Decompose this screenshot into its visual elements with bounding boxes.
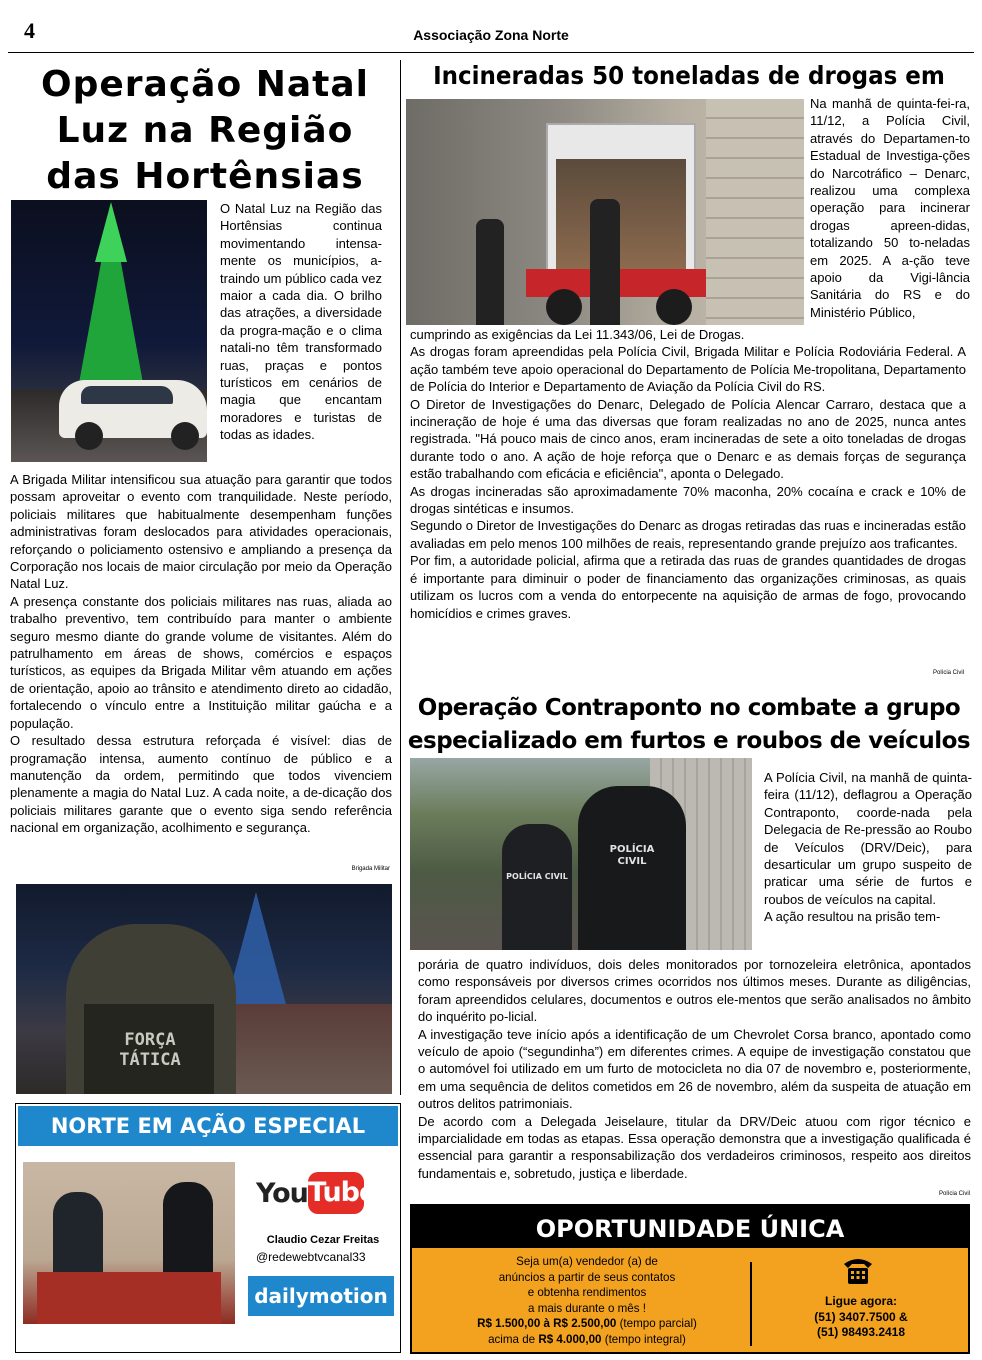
ad-divider [750,1262,752,1346]
norte-box-header: NORTE EM AÇÃO ESPECIAL [18,1106,398,1146]
ad-call-to-action [758,1294,964,1341]
youtube-logo-you: You [256,1178,308,1209]
ad-price-full-time: acima de R$ 4.000,00 (tempo integral) [488,1332,686,1346]
civil-police-photo [410,758,752,950]
photo-credit: Polícia Civil [938,1191,970,1197]
photo-credit: Polícia Civil [932,670,964,676]
norte-em-acao-box [15,1103,401,1353]
masthead: Associação Zona Norte [413,27,569,43]
header-rule [8,52,974,53]
contraponto-article-paragraph: porária de quatro indivíduos, dois deles monitorados por tornozeleira eletrônica, apontados como responsáveis por diversos crimes ocorridos nos últimos meses. Durante as diligências, foram apreendidos celulares, documentos e outros ele-mentos que serão analisados no âmbito do inquérito po-licial. [418,957,971,1025]
drug-truck-photo [406,99,804,325]
vest-text: POLÍCIA CIVIL [609,844,655,867]
photo-credit: Brigada Militar [351,866,390,872]
youtube-logo[interactable] [256,1170,377,1222]
ad-header: OPORTUNIDADE ÚNICA [412,1206,968,1248]
drugs-article-paragraph: As drogas foram apreendidas pela Polícia Civil, Brigada Militar e Polícia Rodoviária Federal. A ação também teve apoio operacional do Departamento de Polícia Me-tropolitana, Departamento de Polícia do Interior e Departamento de Aviação da Polícia Civil do RS. [410,344,966,395]
drugs-article-body [410,326,966,622]
left-article-paragraph: O resultado dessa estrutura reforçada é visível: dias de programação intensa, aumento contínuo de público e a manutenção da ordem, permitindo que todos vivenciem plenamente a magia do Natal Luz. A cada noite, a de-dicação dos policiais militares garante que o evento siga sendo referência nacional em organização, acolhimento e segurança. [10,733,392,836]
left-article-body [10,471,392,837]
youtube-logo-tube: Tube [308,1172,364,1214]
telephone-icon [840,1252,876,1288]
contraponto-article-paragraph: De acordo com a Delegada Jeiselaure, titular da DRV/Deic atuou com rigor técnico e imparcialidade em todas as etapas. Essa operação demonstra que a investigação qualificada é essencial para garantir a responsabilização dos verdadeiros criminosos, respeito aos direitos fundamentais e, sobretudo, justiça e liberdade. [418,1113,971,1181]
left-article-title: Operação Natal Luz na Região das Hortênsias [41,64,369,197]
dailymotion-logo[interactable]: dailymotion [248,1276,394,1316]
left-article-intro: O Natal Luz na Região das Hortênsias continua movimentando intensa-mente os municípios, a-traindo um público cada vez maior a cada dia. O brilho das atrações, a diversidade da progra-mação e o clima natali-no têm transformado ruas, praças e pontos turísticos em cenários de magia que encantam moradores e turistas de todas as idades. [220,201,382,443]
left-article-paragraph: A Brigada Militar intensificou sua atuação para garantir que todos possam aproveitar o evento com tranquilidade. Neste período, policiais militares que habitualmente desempenham funções administrativas foram deslocados para atividades operacionais, reforçando o policiamento ostensivo e ampliando a presença da Corporação nos locais de maior circulação por meio da Operação Natal Luz. [10,472,392,592]
drugs-article-paragraph: Segundo o Diretor de Investigações do Denarc as drogas retiradas das ruas e incineradas estão avaliadas em pelo menos 100 milhões de reais, representando grande prejuízo aos traficantes. [410,518,966,551]
forca-tatica-photo [16,884,392,1094]
contraponto-article-body [418,956,971,1182]
contraponto-article-paragraph: A investigação teve início após a identificação de um Chevrolet Corsa branco, apontado como veículo de apoio (“segundinha”) em diferentes crimes. A equipe de investigação constatou que o automóvel foi utilizado em um furto de motocicleta no dia 07 de novembro e, posteriormente, em uma sequência de delitos cometidos em 26 de novembro, além da suspeita de atuação em outros delitos patrimoniais. [418,1026,971,1112]
cathedral-police-car-photo [11,200,207,462]
ad-line: anúncios a partir de seus contatos [498,1270,676,1284]
channel-handle[interactable]: @redewebtvcanal33 [256,1250,366,1264]
ad-price-part-time: R$ 1.500,00 à R$ 2.500,00 (tempo parcial) [477,1317,697,1331]
drugs-article-paragraph: O Diretor de Investigações do Denarc, Delegado de Polícia Alencar Carraro, destaca que a incineração de hoje é uma das diversas que foram realizadas no ano de 2025, nunca antes registrada. "Há pouco mais de cinco anos, eram incineradas de sete a oito toneladas de drogas durante todo o ano. A ação de hoje reforça que o Denarc e as demais forças de segurança estão trabalhando com eficácia e eficiência", aponta o Delegado. [410,396,966,482]
ad-phone-2[interactable]: (51) 98493.2418 [816,1325,906,1340]
hosts-photo [23,1162,235,1324]
opportunity-ad [410,1204,970,1354]
drugs-article-paragraph: Por fim, a autoridade policial, afirma que a retirada das ruas de grandes quantidades de drogas é importante para diminuir o poder de financiamento das organizações criminosas, as quais utilizam os lucros com a venda do entorpecente na aquisição de armas de fogo, provocando homicídios e crimes graves. [410,553,966,621]
contraponto-article-title: Operação Contraponto no combate a grupo especializado em furtos e roubos de veículos [407,695,971,754]
ad-line: Seja um(a) vendedor (a) de [516,1255,658,1268]
ad-line: e obtenha rendimentos [527,1286,647,1300]
ad-offer [428,1254,746,1348]
ad-cta-label: Ligue agora: [824,1294,897,1308]
drugs-article-intro: Na manhã de quinta-fei-ra, 11/12, a Polícia Civil, através do Departamen-to Estadual de Investiga-ções do Narcotráfico – Denarc, realizou uma complexa operação para incinerar drogas apreen-didas, totalizando 50 to-neladas em 2025. A a-ção teve apoio da Vigi-lância Sanitária do RS e do Ministério Público, [810,96,970,320]
contraponto-intro-text: A Polícia Civil, na manhã de quinta-feira (11/12), deflagrou a Operação Contraponto, coorde-nada pela Delegacia de Re-pressão ao Roubo de Veículos (DRV/Deic), para desarticular um grupo suspeito de praticar uma série de furtos e roubos de veículos na capital. [764,770,972,907]
column-divider [400,60,401,1095]
drugs-article-title: Incineradas 50 toneladas de drogas em [433,61,945,90]
vest-text: FORÇA TÁTICA [119,1030,181,1070]
vest-text: POLÍCIA CIVIL [506,872,568,881]
drugs-article-paragraph: As drogas incineradas são aproximadamente 70% maconha, 20% cocaína e crack e 10% de drogas sintéticas e insumos. [410,483,966,517]
ad-phone-1[interactable]: (51) 3407.7500 & [814,1309,908,1324]
contraponto-intro-tail: A ação resultou na prisão tem- [764,909,941,925]
drugs-article-paragraph: cumprindo as exigências da Lei 11.343/06, Lei de Drogas. [410,327,745,342]
left-article-paragraph: A presença constante dos policiais militares nas ruas, aliada ao trabalho preventivo, tem contribuído para manter o ambiente seguro mesmo diante do grande volume de visitantes. Além do patrulhamento em áreas de shows, comércios e espaços turísticos, as equipes da Brigada Militar vêm atuando em ações de orientação, apoio ao trânsito e atendimento direto ao cidadão, fortalecendo o vínculo entre a Instituição militar gaúcha e a população. [10,593,392,731]
ad-line: a mais durante o mês ! [528,1301,646,1315]
page-number: 4 [24,18,35,43]
host-name: Claudio Cezar Freitas [266,1234,380,1246]
contraponto-article-intro [764,769,972,926]
